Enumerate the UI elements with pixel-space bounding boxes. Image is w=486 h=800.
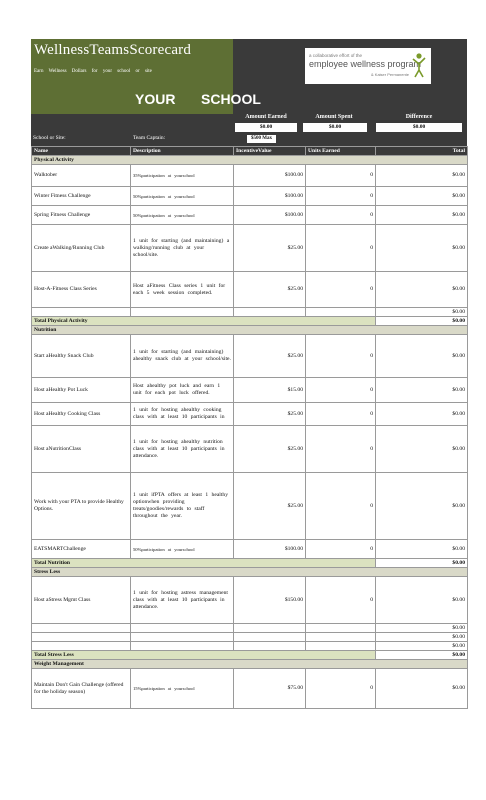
blank-row [32, 308, 468, 317]
scorecard-sheet [31, 39, 467, 709]
section-total-row [32, 559, 468, 568]
activity-name: Host aHealthy Pot Luck [32, 378, 131, 403]
section-total-label: Total Physical Activity [32, 317, 376, 326]
activity-description: 1 unit for hosting ahealthy nutrition class with at least 10 participants in attendance. [131, 426, 234, 473]
section-title: Weight Management [32, 660, 468, 669]
school-label: SCHOOL [201, 91, 261, 107]
activity-name: Host aStress Mgmt Class [32, 577, 131, 624]
table-row [32, 225, 468, 272]
units-earned-cell[interactable]: 0 [306, 403, 376, 426]
activity-name: Host aHealthy Cooking Class [32, 403, 131, 426]
row-total: $0.00 [376, 577, 468, 624]
amount-spent-value[interactable]: $0.00 [303, 123, 367, 132]
section-total-label: Total Stress Less [32, 651, 376, 660]
section-header-stress [32, 568, 468, 577]
blank-cell[interactable] [131, 308, 234, 317]
activity-description: 1 unit for hosting astress management class with at least 10 participants in attendance. [131, 577, 234, 624]
incentive-value: $25.00 [234, 403, 306, 426]
amount-earned-label: Amount Earned [245, 114, 287, 120]
units-earned-cell[interactable]: 0 [306, 540, 376, 559]
section-total-row [32, 651, 468, 660]
activity-description: Host ahealthy pot luck and earn 1 unit for each pot luck offered. [131, 378, 234, 403]
row-total: $0.00 [376, 165, 468, 187]
row-total: $0.00 [376, 633, 468, 642]
blank-cell[interactable] [306, 624, 376, 633]
row-total: $0.00 [376, 225, 468, 272]
units-earned-cell[interactable]: 0 [306, 473, 376, 540]
blank-cell[interactable] [306, 642, 376, 651]
table-row [32, 187, 468, 206]
units-earned-cell[interactable]: 0 [306, 187, 376, 206]
activity-description: 35%participation at yourschool [131, 165, 234, 187]
blank-cell[interactable] [131, 633, 234, 642]
activity-description: 1 unit for starting (and maintaining) a walking/running club at your school/site. [131, 225, 234, 272]
units-earned-cell[interactable]: 0 [306, 426, 376, 473]
section-header-weight [32, 660, 468, 669]
activity-name: EATSMARTChallenge [32, 540, 131, 559]
section-total-value: $0.00 [376, 651, 468, 660]
activity-description: 15%participation at yourschool [131, 669, 234, 709]
units-earned-cell[interactable]: 0 [306, 225, 376, 272]
units-earned-cell[interactable]: 0 [306, 669, 376, 709]
blank-cell[interactable] [234, 624, 306, 633]
page-title: WellnessTeamsScorecard [34, 42, 192, 58]
section-title: Stress Less [32, 568, 468, 577]
units-earned-cell[interactable]: 0 [306, 165, 376, 187]
blank-row [32, 624, 468, 633]
section-title: Nutrition [32, 326, 468, 335]
person-figure-icon [411, 52, 427, 78]
row-total: $0.00 [376, 624, 468, 633]
activity-description: 1 unit for starting (and maintaining) ahealthy snack club at your school/site. [131, 335, 234, 378]
section-total-label: Total Nutrition [32, 559, 376, 568]
table-row [32, 473, 468, 540]
difference-value[interactable]: $0.00 [376, 123, 462, 132]
row-total: $0.00 [376, 473, 468, 540]
activity-description: 1 unit for hosting ahealthy cooking class with at least 10 participants in [131, 403, 234, 426]
row-total: $0.00 [376, 378, 468, 403]
blank-cell[interactable] [32, 633, 131, 642]
row-total: $0.00 [376, 308, 468, 317]
team-captain-label: Team Captain: [133, 135, 166, 141]
blank-cell[interactable] [234, 642, 306, 651]
blank-cell[interactable] [32, 642, 131, 651]
row-total: $0.00 [376, 187, 468, 206]
incentive-value: $100.00 [234, 187, 306, 206]
column-name: Name [32, 147, 131, 156]
scorecard-header [31, 39, 467, 146]
table-row [32, 540, 468, 559]
units-earned-cell[interactable]: 0 [306, 335, 376, 378]
activity-description: 1 unit ifPTA offers at least 1 healthy optionwhen providing treats/goodies/rewards to staff throughout the year. [131, 473, 234, 540]
column-total: Total [376, 147, 468, 156]
blank-row [32, 642, 468, 651]
section-header-nutrition [32, 326, 468, 335]
activity-name: Start aHealthy Snack Club [32, 335, 131, 378]
table-row [32, 403, 468, 426]
incentive-value: $25.00 [234, 225, 306, 272]
activity-description: Host aFitness Class series 1 unit for each 5 week session completed. [131, 272, 234, 308]
row-total: $0.00 [376, 403, 468, 426]
logo-tag-text: & Kaiser Permanente [371, 72, 410, 77]
section-total-row [32, 317, 468, 326]
section-header-physical [32, 156, 468, 165]
blank-cell[interactable] [306, 308, 376, 317]
incentive-value: $25.00 [234, 473, 306, 540]
section-total-value: $0.00 [376, 559, 468, 568]
blank-cell[interactable] [32, 624, 131, 633]
blank-cell[interactable] [32, 308, 131, 317]
scorecard-table [31, 146, 468, 709]
school-site-label: School or Site: [33, 135, 66, 141]
column-description: Description [131, 147, 234, 156]
units-earned-cell[interactable]: 0 [306, 272, 376, 308]
activity-name: Host-A-Fitness Class Series [32, 272, 131, 308]
row-total: $0.00 [376, 540, 468, 559]
row-total: $0.00 [376, 272, 468, 308]
activity-name: Work with your PTA to provide Healthy Options. [32, 473, 131, 540]
section-title: Physical Activity [32, 156, 468, 165]
incentive-value: $25.00 [234, 426, 306, 473]
column-incentive: IncentiveValue [234, 147, 306, 156]
activity-description: 50%participation at yourschool [131, 187, 234, 206]
units-earned-cell[interactable]: 0 [306, 378, 376, 403]
section-total-value: $0.00 [376, 317, 468, 326]
table-row [32, 165, 468, 187]
activity-name: Winter Fitness Challenge [32, 187, 131, 206]
units-earned-cell[interactable]: 0 [306, 206, 376, 225]
row-total: $0.00 [376, 426, 468, 473]
column-header-row [32, 147, 468, 156]
blank-cell[interactable] [234, 633, 306, 642]
column-units: Units Earned [306, 147, 376, 156]
max-label: $500 Max [247, 135, 276, 143]
table-row [32, 426, 468, 473]
incentive-value: $15.00 [234, 378, 306, 403]
activity-description: 50%participation at yourschool [131, 540, 234, 559]
difference-label: Difference [405, 114, 433, 120]
row-total: $0.00 [376, 642, 468, 651]
incentive-value: $150.00 [234, 577, 306, 624]
incentive-value: $100.00 [234, 540, 306, 559]
amount-spent-label: Amount Spent [315, 114, 353, 120]
incentive-value: $75.00 [234, 669, 306, 709]
activity-name: Create aWalking/Running Club [32, 225, 131, 272]
wellness-logo [305, 48, 431, 84]
activity-name: Maintain Don't Gain Challenge (offered for the holiday season) [32, 669, 131, 709]
row-total: $0.00 [376, 335, 468, 378]
table-row [32, 577, 468, 624]
blank-cell[interactable] [131, 642, 234, 651]
table-row [32, 272, 468, 308]
table-row [32, 669, 468, 709]
units-earned-cell[interactable]: 0 [306, 577, 376, 624]
activity-name: Host aNutritionClass [32, 426, 131, 473]
row-total: $0.00 [376, 206, 468, 225]
table-row [32, 378, 468, 403]
row-total: $0.00 [376, 669, 468, 709]
table-row [32, 335, 468, 378]
blank-cell[interactable] [306, 633, 376, 642]
incentive-value: $100.00 [234, 165, 306, 187]
incentive-value: $25.00 [234, 272, 306, 308]
amount-earned-value[interactable]: $0.00 [235, 123, 297, 132]
page-subtitle: Earn Wellness Dollars for your school or site [34, 69, 152, 74]
activity-name: Walktober [32, 165, 131, 187]
blank-cell[interactable] [234, 308, 306, 317]
incentive-value: $100.00 [234, 206, 306, 225]
activity-description: 50%participation at yourschool [131, 206, 234, 225]
activity-name: Spring Fitness Challenge [32, 206, 131, 225]
logo-top-text: a collaborative effort of the [309, 53, 362, 58]
blank-row [32, 633, 468, 642]
incentive-value: $25.00 [234, 335, 306, 378]
logo-main-text: employee wellness program [309, 59, 422, 69]
table-row [32, 206, 468, 225]
your-label: YOUR [135, 91, 176, 107]
blank-cell[interactable] [131, 624, 234, 633]
